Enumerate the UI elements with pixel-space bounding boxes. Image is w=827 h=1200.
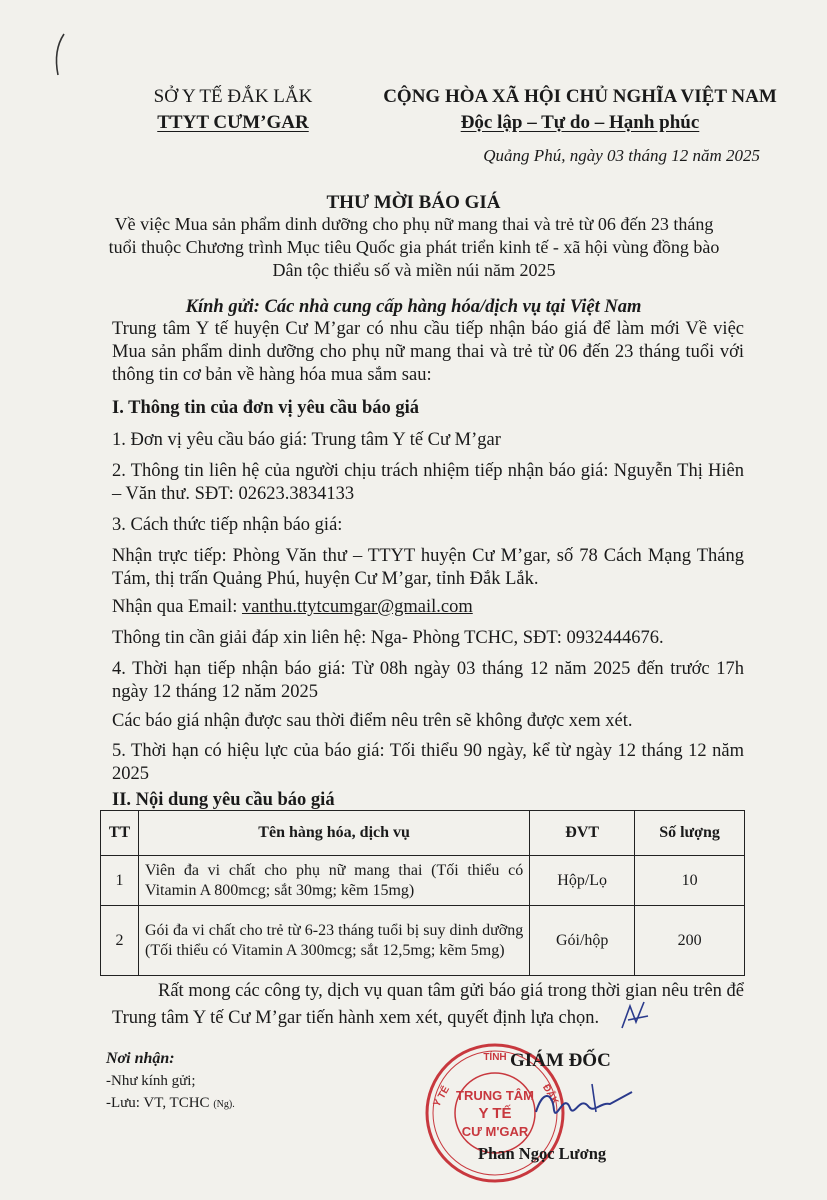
section1-note: Các báo giá nhận được sau thời điểm nêu trên sẽ không được xem xét.	[112, 711, 633, 731]
row-index: 2	[101, 906, 139, 976]
stamp-line3: CƯ M'GAR	[461, 1124, 529, 1139]
section1-item3: 3. Cách thức tiếp nhận báo giá:	[112, 515, 343, 535]
section1-item1: 1. Đơn vị yêu cầu báo giá: Trung tâm Y tế Cư M’gar	[112, 430, 501, 450]
section1-item4: 4. Thời hạn tiếp nhận báo giá: Từ 08h ngày 03 tháng 12 năm 2025 đến trước 17h ngày 12 tháng 12 năm 2025	[112, 659, 744, 702]
section1-contact: Thông tin cần giải đáp xin liên hệ: Nga- Phòng TCHC, SĐT: 0932444676.	[112, 628, 664, 648]
signer-name: Phan Ngọc Lương	[478, 1144, 607, 1163]
section1-title: I. Thông tin của đơn vị yêu cầu báo giá	[112, 398, 420, 418]
stamp-right: ĐẮK	[539, 1082, 561, 1107]
intro-paragraph: Trung tâm Y tế huyện Cư M’gar có nhu cầu tiếp nhận báo giá để làm mới Về việc Mua sản phẩm dinh dưỡng cho phụ nữ mang thai và trẻ từ 06 đến 23 tháng tuổi với thông tin cơ bản về hàng hóa mua sắm sau:	[112, 319, 744, 385]
national-header	[370, 84, 790, 136]
row-quantity: 200	[635, 906, 745, 976]
recipient-line: -Lưu: VT, TCHC (Ng).	[106, 1095, 235, 1111]
handwritten-signature	[530, 1072, 640, 1132]
recipients-heading: Nơi nhận:	[106, 1050, 175, 1067]
stamp-line1: TRUNG TÂM	[456, 1088, 534, 1103]
row-unit: Gói/hộp	[530, 906, 635, 976]
issuer-center: TTYT CƯM’GAR	[157, 112, 309, 133]
column-header-name: Tên hàng hóa, dịch vụ	[138, 811, 529, 856]
pen-mark	[50, 32, 70, 77]
column-header-tt: TT	[101, 811, 139, 856]
signer-title: GIÁM ĐỐC	[510, 1050, 611, 1071]
stamp-left: Y TẾ	[431, 1084, 453, 1110]
initial-mark	[618, 1000, 658, 1032]
items-table	[100, 810, 745, 976]
closing-paragraph: Rất mong các công ty, dịch vụ quan tâm gửi báo giá trong thời gian nêu trên để Trung tâm Y tế Cư M’gar tiến hành xem xét, quyết định lựa chọn.	[112, 981, 744, 1028]
email-label: Nhận qua Email:	[112, 597, 242, 617]
section1-item5: 5. Thời hạn có hiệu lực của báo giá: Tối thiểu 90 ngày, kể từ ngày 12 tháng 12 năm 2025	[112, 741, 744, 784]
row-quantity: 10	[635, 856, 745, 906]
recipients-block	[106, 1048, 235, 1116]
stamp-province: TỈNH	[483, 1052, 507, 1063]
section1-item2: 2. Thông tin liên hệ của người chịu trách nhiệm tiếp nhận báo giá: Nguyễn Thị Hiên – Văn thư. SĐT: 02623.3834133	[112, 461, 744, 504]
section1-email-line	[112, 596, 744, 619]
email-link[interactable]: vanthu.ttytcumgar@gmail.com	[241, 597, 473, 617]
document-title: THƯ MỜI BÁO GIÁ	[326, 192, 501, 213]
section1-direct: Nhận trực tiếp: Phòng Văn thư – TTYT huyện Cư M’gar, số 78 Cách Mạng Tháng Tám, thị trấn Quảng Phú, huyện Cư M’gar, tỉnh Đắk Lắk.	[112, 546, 744, 589]
national-motto: Độc lập – Tự do – Hạnh phúc	[460, 112, 700, 133]
table-header-row	[101, 811, 745, 856]
issuer-block	[118, 84, 348, 136]
row-unit: Hộp/Lọ	[530, 856, 635, 906]
column-header-unit: ĐVT	[530, 811, 635, 856]
row-product-name: Viên đa vi chất cho phụ nữ mang thai (Tối thiểu có Vitamin A 800mcg; sắt 30mg; kẽm 15mg)	[138, 856, 529, 906]
table-row	[101, 906, 745, 976]
stamp-line2: Y TẾ	[478, 1105, 512, 1122]
document-subject: Về việc Mua sản phẩm dinh dưỡng cho phụ nữ mang thai và trẻ từ 06 đến 23 tháng tuổi thuộc Chương trình Mục tiêu Quốc gia phát triển kinh tế - xã hội vùng đồng bào Dân tộc thiểu số và miền núi năm 2025	[108, 214, 720, 280]
section2-title: II. Nội dung yêu cầu báo giá	[112, 790, 335, 810]
row-product-name: Gói đa vi chất cho trẻ từ 6-23 tháng tuổi bị suy dinh dưỡng (Tối thiểu có Vitamin A 300mcg; sắt 12,5mg; kẽm 5mg)	[138, 906, 529, 976]
table-row	[101, 856, 745, 906]
column-header-quantity: Số lượng	[635, 811, 745, 856]
greeting: Kính gửi: Các nhà cung cấp hàng hóa/dịch vụ tại Việt Nam	[185, 297, 642, 317]
issue-date: Quảng Phú, ngày 03 tháng 12 năm 2025	[483, 146, 760, 165]
recipient-line: -Như kính gửi;	[106, 1073, 196, 1089]
issuer-department: SỞ Y TẾ ĐẮK LẮK	[153, 86, 313, 107]
row-index: 1	[101, 856, 139, 906]
country-name: CỘNG HÒA XÃ HỘI CHỦ NGHĨA VIỆT NAM	[383, 86, 777, 107]
